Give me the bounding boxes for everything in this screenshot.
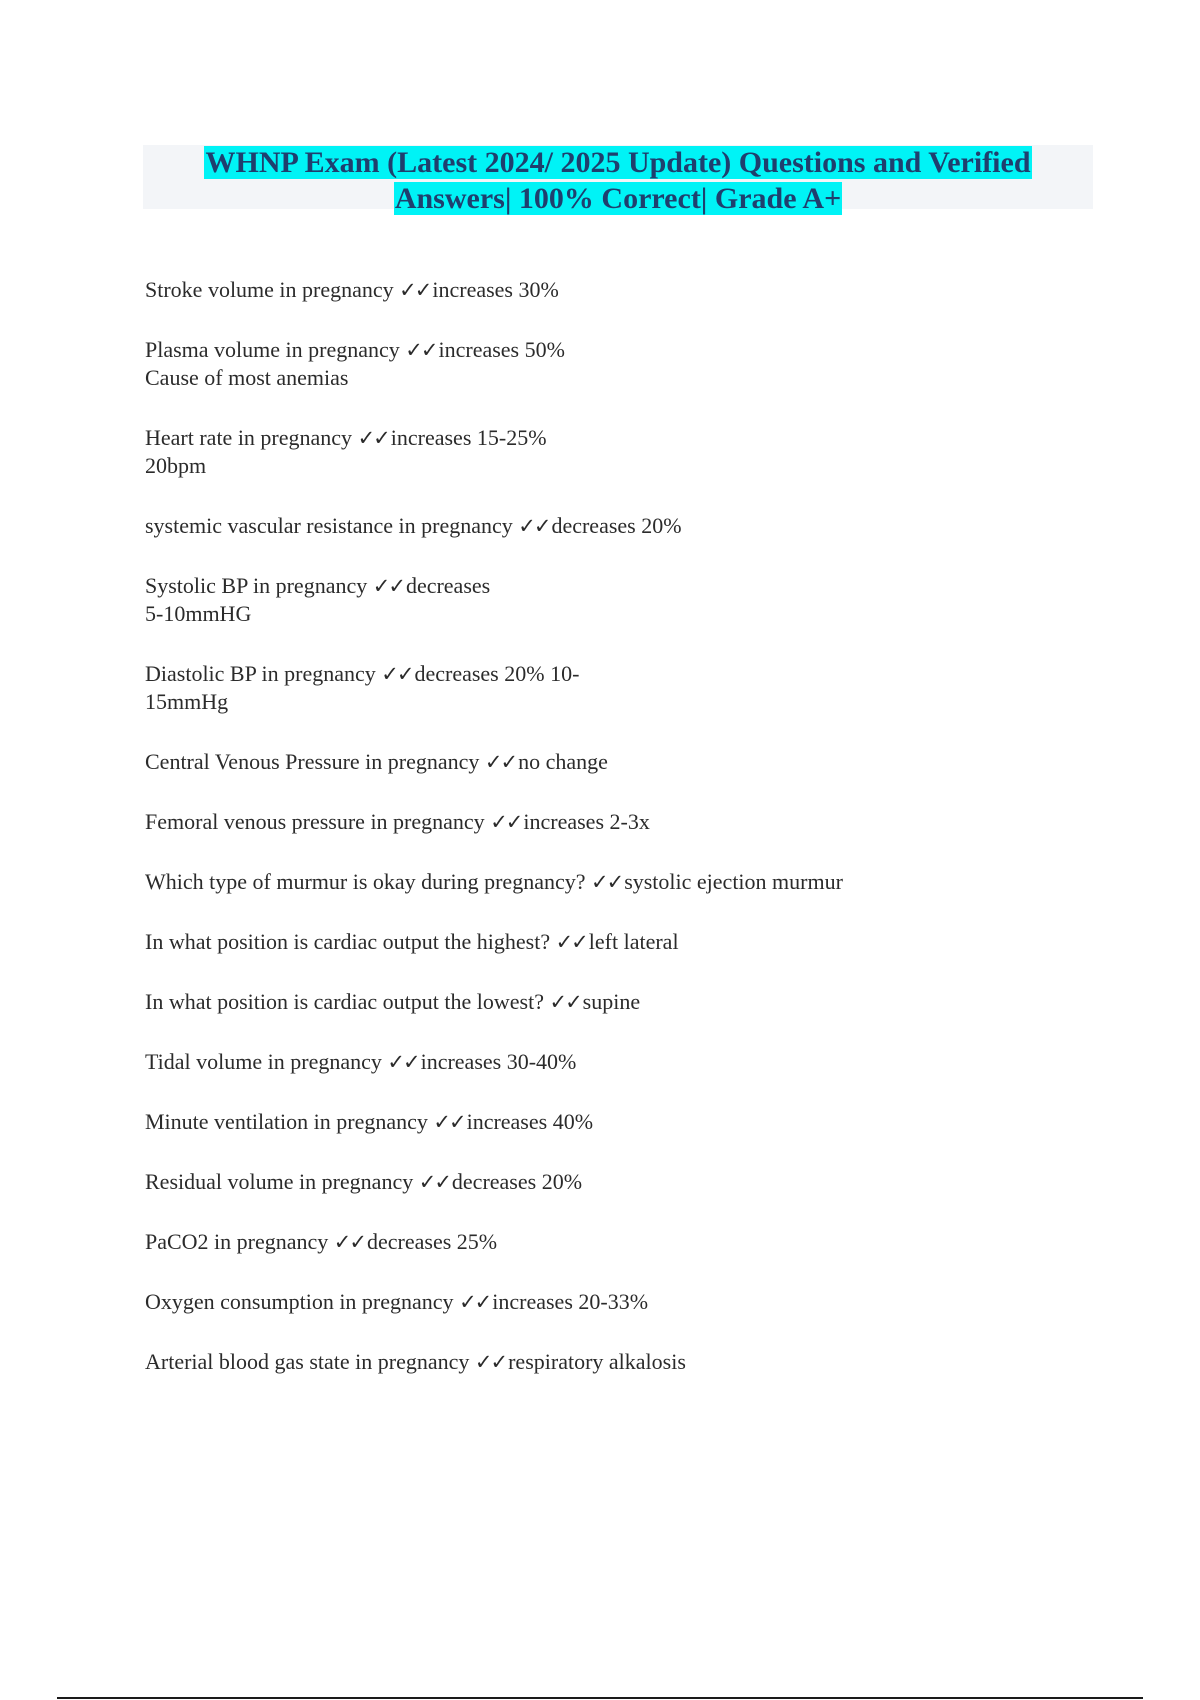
double-check-icon: ✓✓ [372,574,404,598]
answer-text: increases 30-40% [420,1049,577,1074]
qa-item [145,660,1125,716]
double-check-icon: ✓✓ [490,810,522,834]
qa-item [145,1288,1125,1316]
double-check-icon: ✓✓ [474,1350,507,1374]
qa-item [145,336,1125,392]
question-text: Which type of murmur is okay during pregnancy? [145,869,591,894]
answer-text: increases 50% [438,337,565,362]
qa-item [145,276,1125,304]
answer-text: decreases 25% [367,1229,498,1254]
qa-item [145,868,1125,896]
question-text: Diastolic BP in pregnancy [145,661,382,686]
question-text: PaCO2 in pregnancy [145,1229,334,1254]
footer-divider [57,1697,1143,1699]
title-line-2: Answers| 100% Correct| Grade A+ [394,182,842,215]
question-answer-list [145,276,1125,1408]
qa-item [145,1348,1125,1376]
question-text: Central Venous Pressure in pregnancy [145,749,485,774]
double-check-icon: ✓✓ [399,278,431,302]
answer-text: decreases 20% 10- [414,661,580,686]
answer-continuation: 20bpm [145,453,207,478]
question-text: Oxygen consumption in pregnancy [145,1289,460,1314]
question-text: Heart rate in pregnancy [145,425,358,450]
answer-text: decreases 20% [451,1169,583,1194]
double-check-icon: ✓✓ [405,338,437,362]
double-check-icon: ✓✓ [333,1230,365,1254]
qa-item [145,1168,1125,1196]
qa-item [145,748,1125,776]
double-check-icon: ✓✓ [433,1110,465,1134]
double-check-icon: ✓✓ [549,990,581,1014]
question-text: In what position is cardiac output the highest? [145,929,556,954]
qa-item [145,1048,1125,1076]
double-check-icon: ✓✓ [459,1290,491,1314]
double-check-icon: ✓✓ [484,750,517,774]
question-text: Stroke volume in pregnancy [145,277,400,302]
qa-item [145,1228,1125,1256]
qa-item [145,808,1125,836]
question-text: Femoral venous pressure in pregnancy [145,809,491,834]
qa-item [145,424,1125,480]
qa-item [145,1108,1125,1136]
qa-item [145,988,1125,1016]
question-text: Minute ventilation in pregnancy [145,1109,434,1134]
answer-text: decreases [405,573,491,598]
qa-item [145,512,1125,540]
qa-item [145,572,1125,628]
double-check-icon: ✓✓ [387,1050,419,1074]
answer-text: increases 40% [466,1109,594,1134]
double-check-icon: ✓✓ [381,662,413,686]
answer-continuation: 5-10mmHG [145,601,252,626]
question-text: Residual volume in pregnancy [145,1169,419,1194]
answer-text: decreases 20% [551,513,682,538]
answer-continuation: Cause of most anemias [145,365,349,390]
answer-text: supine [582,989,641,1014]
double-check-icon: ✓✓ [555,930,587,954]
title-line-1: WHNP Exam (Latest 2024/ 2025 Update) Questions and Verified [205,146,1031,179]
answer-text: no change [518,749,608,774]
question-text: systemic vascular resistance in pregnancy [145,513,519,538]
answer-continuation: 15mmHg [145,689,229,714]
answer-text: increases 20-33% [492,1289,649,1314]
double-check-icon: ✓✓ [590,870,623,894]
question-text: Systolic BP in pregnancy [145,573,373,598]
document-title [143,145,1093,215]
double-check-icon: ✓✓ [357,426,389,450]
answer-text: left lateral [588,929,679,954]
double-check-icon: ✓✓ [518,514,550,538]
answer-text: increases 2-3x [523,809,650,834]
answer-text: increases 30% [432,277,559,302]
question-text: In what position is cardiac output the lowest? [145,989,550,1014]
qa-item [145,928,1125,956]
double-check-icon: ✓✓ [418,1170,450,1194]
answer-text: respiratory alkalosis [508,1349,686,1374]
answer-text: systolic ejection murmur [624,869,843,894]
question-text: Arterial blood gas state in pregnancy [145,1349,475,1374]
answer-text: increases 15-25% [390,425,547,450]
question-text: Tidal volume in pregnancy [145,1049,388,1074]
question-text: Plasma volume in pregnancy [145,337,406,362]
